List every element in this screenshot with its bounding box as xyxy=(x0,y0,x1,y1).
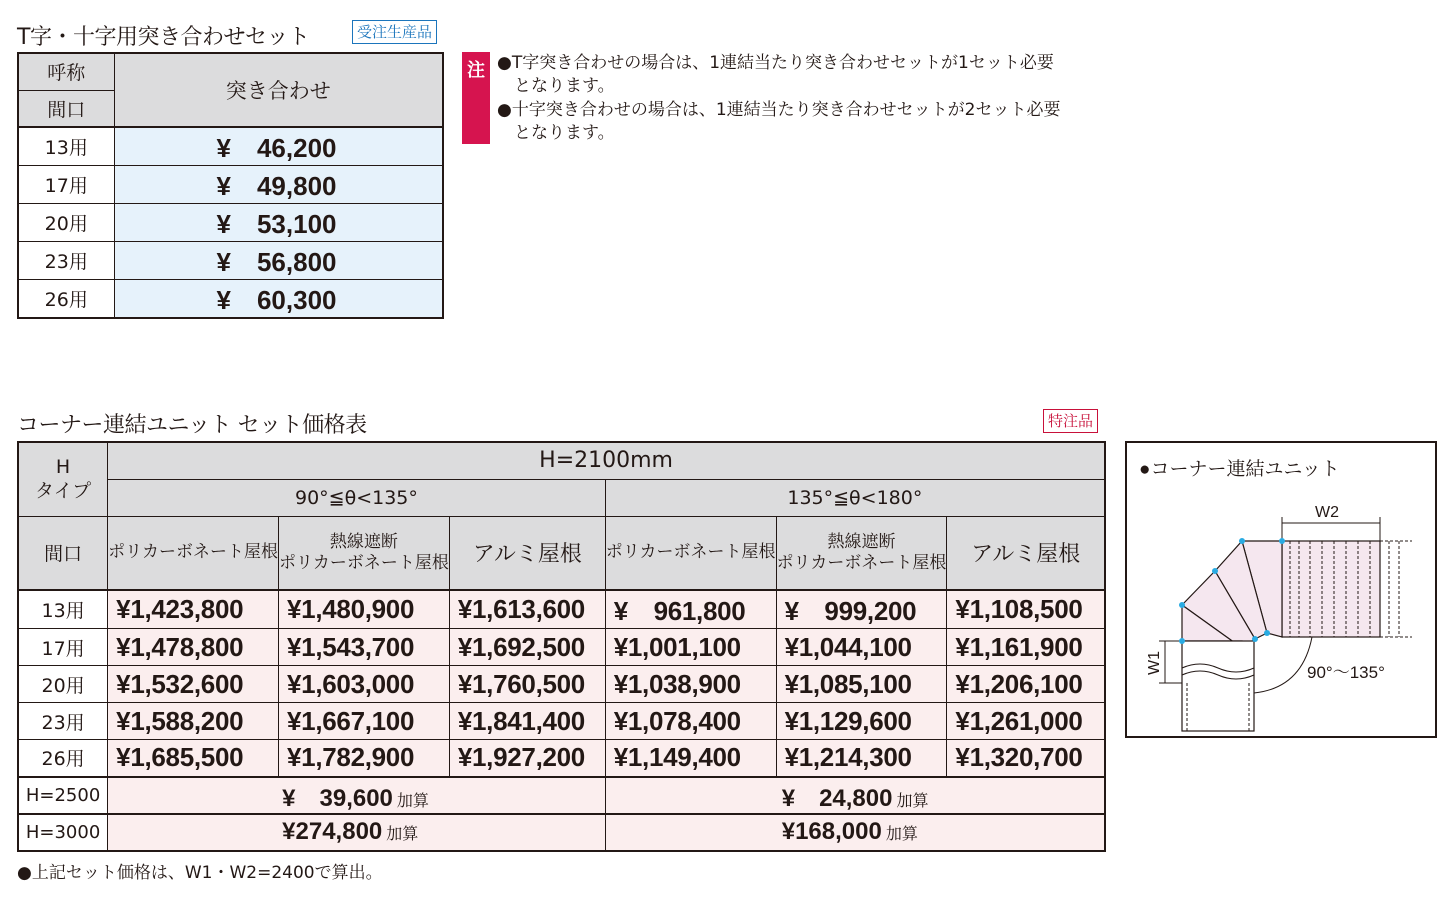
row-label: H=2500 xyxy=(18,777,108,814)
roof-heat-line1: 熱線遮断 xyxy=(827,531,896,552)
price-cell: ¥ 60,300 xyxy=(114,280,443,319)
table-row xyxy=(18,590,1105,629)
corner-unit-price-table xyxy=(17,441,1106,852)
price-cell: ¥1,841,400 xyxy=(449,703,605,740)
price-cell: ¥1,161,900 xyxy=(947,629,1105,666)
table-row xyxy=(18,242,443,280)
price-cell: ¥1,603,000 xyxy=(279,666,450,703)
addition-price: ¥ 24,800 xyxy=(781,784,893,812)
price-cell: ¥1,543,700 xyxy=(279,629,450,666)
header-roof-polycarbonate: ポリカーボネート屋根 xyxy=(605,516,776,590)
table-row xyxy=(18,204,443,242)
w2-label: W2 xyxy=(1315,504,1339,521)
addition-unit: 加算 xyxy=(396,792,429,810)
header-roof-polycarbonate: ポリカーボネート屋根 xyxy=(108,516,279,590)
header-roof-aluminum: アルミ屋根 xyxy=(449,516,605,590)
table-row xyxy=(18,280,443,319)
price-cell: ¥1,782,900 xyxy=(279,740,450,777)
table-row xyxy=(18,629,1105,666)
section2-title: コーナー連結ユニット セット価格表 xyxy=(17,413,367,438)
table-row xyxy=(18,814,1105,851)
header-butt-joint: 突き合わせ xyxy=(114,53,443,127)
price-cell: ¥1,078,400 xyxy=(605,703,776,740)
price-cell: ¥1,927,200 xyxy=(449,740,605,777)
addition-cell xyxy=(108,777,606,814)
price-cell: ¥1,613,600 xyxy=(449,590,605,629)
row-label: 13用 xyxy=(18,127,114,166)
price-cell: ¥1,044,100 xyxy=(776,629,947,666)
price-cell: ¥1,001,100 xyxy=(605,629,776,666)
row-label: 20用 xyxy=(18,204,114,242)
type-label: タイプ xyxy=(35,480,92,503)
table-row xyxy=(18,777,1105,814)
addition-price: ¥ 39,600 xyxy=(282,784,393,812)
price-cell: ¥1,214,300 xyxy=(776,740,947,777)
note-line: となります。 xyxy=(497,76,615,96)
header-type-label xyxy=(18,442,108,516)
h-label: H xyxy=(55,456,71,479)
price-cell: ¥1,206,100 xyxy=(947,666,1105,703)
header-height: H=2100mm xyxy=(108,442,1105,479)
note-line: ●T字突き合わせの場合は、1連結当たり突き合わせセットが1セット必要 xyxy=(497,53,1054,73)
price-cell: ¥1,667,100 xyxy=(279,703,450,740)
angle-label: 90°～135° xyxy=(1307,663,1385,682)
table-row xyxy=(18,666,1105,703)
header-angle-range-2: 135°≦θ<180° xyxy=(605,479,1105,516)
price-cell: ¥1,423,800 xyxy=(108,590,279,629)
price-cell: ¥1,685,500 xyxy=(108,740,279,777)
straight-section xyxy=(1282,541,1380,637)
header-label-name: 呼称 xyxy=(18,53,114,90)
row-label: H=3000 xyxy=(18,814,108,851)
price-cell: ¥1,085,100 xyxy=(776,666,947,703)
price-cell: ¥ 49,800 xyxy=(114,166,443,204)
w1-label: W1 xyxy=(1146,651,1163,675)
price-cell: ¥1,320,700 xyxy=(947,740,1105,777)
row-label: 17用 xyxy=(18,629,108,666)
price-cell: ¥ 53,100 xyxy=(114,204,443,242)
butt-joint-price-table xyxy=(17,52,444,319)
price-cell: ¥1,692,500 xyxy=(449,629,605,666)
roof-heat-line2: ポリカーボネート屋根 xyxy=(776,552,947,573)
row-label: 26用 xyxy=(18,740,108,777)
price-cell: ¥ 56,800 xyxy=(114,242,443,280)
addition-cell xyxy=(108,814,606,851)
price-cell: ¥ 999,200 xyxy=(776,590,947,629)
corner-unit-diagram xyxy=(1125,441,1437,738)
made-to-order-badge: 受注生産品 xyxy=(352,20,437,44)
addition-unit: 加算 xyxy=(896,792,929,810)
roof-heat-line1: 熱線遮断 xyxy=(329,531,398,552)
addition-cell xyxy=(605,814,1105,851)
row-label: 13用 xyxy=(18,590,108,629)
diagram-title: ●コーナー連結ユニット xyxy=(1139,459,1340,480)
row-label: 23用 xyxy=(18,703,108,740)
price-cell: ¥ 46,200 xyxy=(114,127,443,166)
price-cell: ¥1,480,900 xyxy=(279,590,450,629)
row-label: 23用 xyxy=(18,242,114,280)
addition-unit: 加算 xyxy=(885,826,918,843)
price-cell: ¥1,478,800 xyxy=(108,629,279,666)
header-roof-aluminum: アルミ屋根 xyxy=(947,516,1105,590)
note-mark: 注 xyxy=(462,52,490,144)
header-roof-heat-block xyxy=(776,516,947,590)
price-cell: ¥1,532,600 xyxy=(108,666,279,703)
note-line: ●十字突き合わせの場合は、1連結当たり突き合わせセットが2セット必要 xyxy=(497,100,1061,120)
row-label: 26用 xyxy=(18,280,114,319)
roof-heat-line2: ポリカーボネート屋根 xyxy=(279,552,449,573)
table-row xyxy=(18,740,1105,777)
header-label-frontage: 間口 xyxy=(18,90,114,127)
row-label: 20用 xyxy=(18,666,108,703)
addition-price: ¥274,800 xyxy=(282,818,383,845)
header-angle-range-1: 90°≦θ<135° xyxy=(108,479,606,516)
lower-section xyxy=(1182,641,1254,731)
row-label: 17用 xyxy=(18,166,114,204)
section1-title: T字・十字用突き合わせセット xyxy=(17,25,310,50)
header-frontage: 間口 xyxy=(18,516,108,590)
price-cell: ¥1,261,000 xyxy=(947,703,1105,740)
header-roof-heat-block xyxy=(279,516,450,590)
footnote: ●上記セット価格は、W1・W2=2400で算出。 xyxy=(17,863,383,883)
note-line: となります。 xyxy=(497,123,615,143)
price-cell: ¥1,108,500 xyxy=(947,590,1105,629)
addition-price: ¥168,000 xyxy=(781,818,882,845)
price-cell: ¥ 961,800 xyxy=(605,590,776,629)
special-order-badge: 特注品 xyxy=(1043,409,1098,433)
price-cell: ¥1,129,600 xyxy=(776,703,947,740)
table-row xyxy=(18,127,443,166)
price-cell: ¥1,588,200 xyxy=(108,703,279,740)
table-row xyxy=(18,166,443,204)
table-row xyxy=(18,703,1105,740)
addition-cell xyxy=(605,777,1105,814)
price-cell: ¥1,038,900 xyxy=(605,666,776,703)
price-cell: ¥1,149,400 xyxy=(605,740,776,777)
addition-unit: 加算 xyxy=(386,826,419,843)
price-cell: ¥1,760,500 xyxy=(449,666,605,703)
corner-unit-drawing xyxy=(1127,443,1435,736)
